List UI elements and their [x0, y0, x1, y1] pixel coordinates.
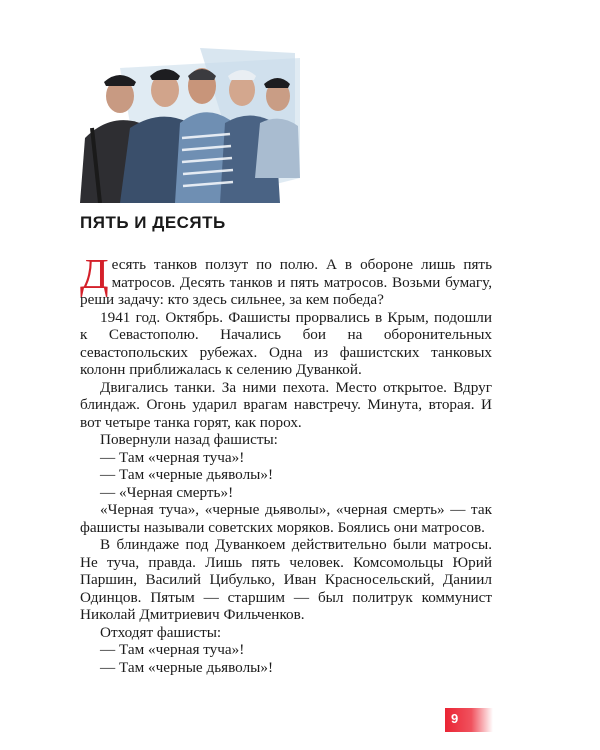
- paragraph: 1941 год. Октябрь. Фашисты прорвались в Крым, подошли к Севастополю. Начались бои на оборонительных севастопольских рубежах. Одна из фашистских танковых колонн приближалась к селению Дуванкой.: [80, 308, 492, 378]
- sailors-drawing: [80, 28, 300, 203]
- article-title: ПЯТЬ И ДЕСЯТЬ: [80, 213, 226, 232]
- article-body: [80, 252, 492, 676]
- sailors-illustration: [80, 28, 300, 203]
- paragraph: Отходят фашисты:: [100, 623, 222, 641]
- paragraph: — Там «черные дьяволы»!: [100, 466, 274, 483]
- paragraph: Двигались танки. За ними пехота. Место открытое. Вдруг блиндаж. Огонь ударил врагам навстречу. Минута, вторая. И вот четыре танка горят, как порох.: [80, 378, 492, 431]
- paragraph: Десять танков ползут по полю. А в обороне лишь пять матросов. Десять танков и пять матросов. Возьми бумагу, реши задачу: кто здесь сильнее, за кем победа?: [80, 252, 492, 308]
- drop-cap: Д: [80, 252, 109, 298]
- paragraph: Повернули назад фашисты:: [100, 431, 278, 448]
- paragraph: В блиндаже под Дуванкоем действительно были матросы. Не туча, правда. Лишь пять человек. Комсомольцы Юрий Паршин, Василий Цибулько, Иван Красносельский, Даниил Одинцов. Пятым — старшим — был политрук коммунист Николай Дмитриевич Фильченков.: [80, 536, 492, 623]
- paragraph: — Там «черные дьяволы»!: [100, 658, 274, 676]
- page-number-badge: [445, 708, 493, 732]
- paragraph: «Черная туча», «черные дьяволы», «черная смерть» — так фашисты называли советских моряков. Боялись они матросов.: [80, 501, 492, 536]
- paragraph: — «Черная смерть»!: [100, 483, 234, 501]
- page-number: 9: [451, 711, 459, 726]
- paragraph: — Там «черная туча»!: [100, 641, 245, 658]
- paragraph: — Там «черная туча»!: [100, 448, 245, 466]
